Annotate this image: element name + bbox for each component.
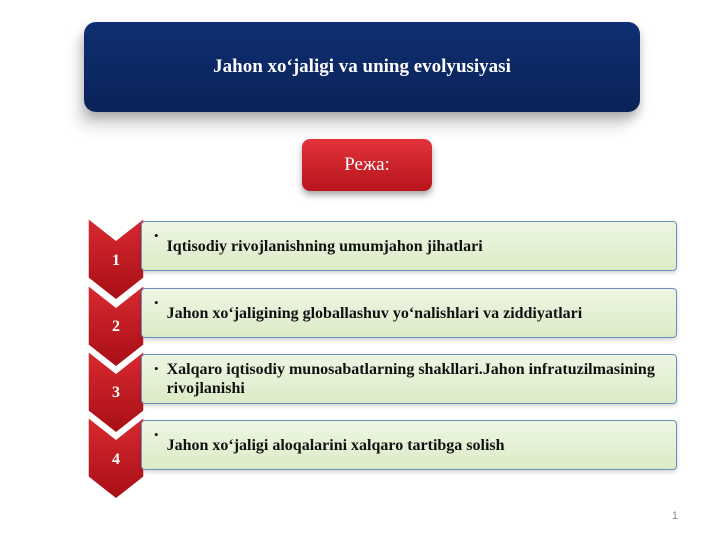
list-item-4 bbox=[141, 420, 677, 470]
plan-button[interactable] bbox=[302, 139, 432, 191]
item-number-3: 3 bbox=[112, 384, 120, 401]
list-item-3 bbox=[141, 354, 677, 404]
item-text-2: Jahon xo‘jaligining globallashuv yo‘nalishlari va ziddiyatlari bbox=[166, 304, 583, 322]
item-number-2: 2 bbox=[112, 318, 120, 335]
slide-title-box bbox=[84, 22, 640, 112]
item-number-4: 4 bbox=[112, 451, 120, 468]
item-text-3: Xalqaro iqtisodiy munosabatlarning shakllari.Jahon infratuzilmasining rivojlanishi bbox=[166, 361, 655, 397]
item-text-4: Jahon xo‘jaligi aloqalarini xalqaro tartibga solish bbox=[166, 436, 505, 454]
bullet-3: • bbox=[154, 361, 159, 376]
plan-button-label: Режа: bbox=[344, 154, 390, 175]
item-text-1: Iqtisodiy rivojlanishning umumjahon jihatlari bbox=[166, 237, 483, 255]
bullet-2: • bbox=[154, 295, 159, 310]
bullet-1: • bbox=[154, 228, 159, 243]
slide-number: 1 bbox=[671, 510, 678, 522]
list-item-2 bbox=[141, 288, 677, 338]
list-item-1 bbox=[141, 221, 677, 271]
item-number-1: 1 bbox=[112, 252, 120, 269]
slide-title: Jahon xo‘jaligi va uning evolyusiyasi bbox=[213, 56, 511, 77]
bullet-4: • bbox=[154, 427, 159, 442]
